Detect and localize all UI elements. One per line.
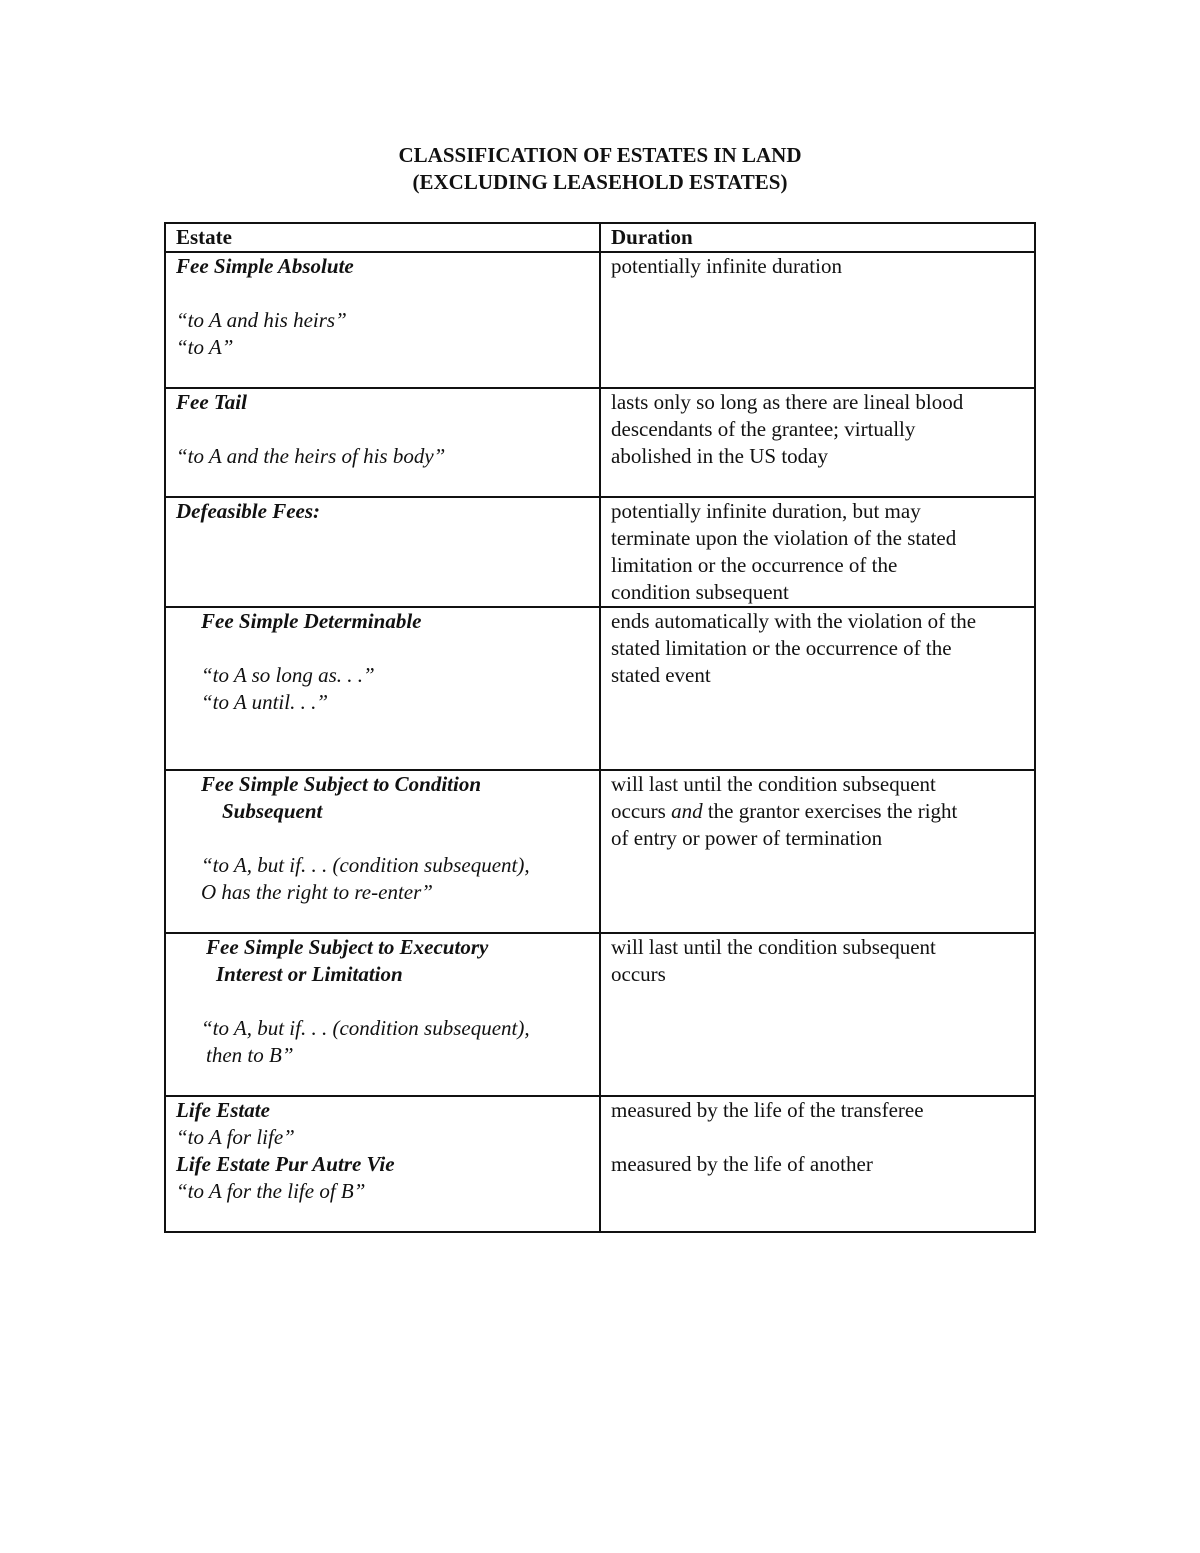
page-title (0, 142, 1200, 196)
duration-cell (600, 388, 1035, 497)
duration-text: abolished in the US today (611, 444, 828, 468)
duration-text: will last until the condition subsequent (611, 772, 936, 796)
duration-text: measured by the life of another (611, 1152, 873, 1176)
estate-name: Fee Simple Determinable (201, 609, 422, 633)
estate-name: Fee Tail (176, 390, 247, 414)
table-row (165, 933, 1035, 1096)
table-row (165, 770, 1035, 933)
estate-phrase: “to A for life” (176, 1125, 295, 1149)
duration-cell (600, 1096, 1035, 1232)
estate-phrase: O has the right to re-enter” (201, 880, 433, 904)
estate-name: Subsequent (222, 799, 323, 823)
estate-name: Interest or Limitation (216, 962, 403, 986)
duration-cell (600, 607, 1035, 770)
header-duration: Duration (600, 223, 1035, 252)
estate-name: Fee Simple Subject to Condition (201, 772, 482, 796)
table-row (165, 1096, 1035, 1232)
duration-text: terminate upon the violation of the stated (611, 526, 957, 550)
estate-phrase: then to B” (206, 1043, 294, 1067)
estate-name: Life Estate Pur Autre Vie (176, 1152, 395, 1176)
estate-phrase: “to A and his heirs” (176, 308, 347, 332)
duration-text: occurs (611, 962, 666, 986)
duration-text-part: occurs (611, 799, 672, 823)
estate-cell (165, 388, 600, 497)
estate-phrase: “to A so long as. . .” (201, 663, 375, 687)
title-line-1: CLASSIFICATION OF ESTATES IN LAND (398, 143, 802, 167)
duration-text: potentially infinite duration (611, 254, 842, 278)
estate-name: Life Estate (176, 1098, 270, 1122)
duration-cell (600, 770, 1035, 933)
duration-text: descendants of the grantee; virtually (611, 417, 916, 441)
title-line-2: (EXCLUDING LEASEHOLD ESTATES) (412, 170, 788, 194)
estate-phrase: “to A” (176, 335, 234, 359)
estate-cell (165, 770, 600, 933)
estates-table (164, 222, 1036, 1233)
table-header-row (165, 223, 1035, 252)
estate-phrase: “to A and the heirs of his body” (176, 444, 446, 468)
estate-name: Fee Simple Subject to Executory (206, 935, 489, 959)
table-row (165, 252, 1035, 388)
table-row (165, 388, 1035, 497)
estate-phrase: “to A, but if. . . (condition subsequent), (201, 853, 530, 877)
estate-cell (165, 607, 600, 770)
duration-text-emphasis: and (671, 799, 703, 823)
duration-text: potentially infinite duration, but may (611, 499, 921, 523)
estate-phrase: “to A until. . .” (201, 690, 329, 714)
header-estate: Estate (165, 223, 600, 252)
table-row (165, 607, 1035, 770)
estate-phrase: “to A for the life of B” (176, 1179, 366, 1203)
duration-text-part: the grantor exercises the right (702, 799, 958, 823)
estate-cell (165, 1096, 600, 1232)
duration-text: condition subsequent (611, 580, 789, 604)
duration-text: measured by the life of the transferee (611, 1098, 924, 1122)
duration-text: limitation or the occurrence of the (611, 553, 898, 577)
duration-text: will last until the condition subsequent (611, 935, 936, 959)
estate-cell (165, 497, 600, 607)
estate-name: Fee Simple Absolute (176, 254, 354, 278)
duration-text: lasts only so long as there are lineal blood (611, 390, 964, 414)
estate-name: Defeasible Fees: (176, 499, 321, 523)
estate-cell (165, 252, 600, 388)
duration-text: ends automatically with the violation of the (611, 609, 977, 633)
estate-phrase: “to A, but if. . . (condition subsequent), (201, 1016, 530, 1040)
duration-cell (600, 933, 1035, 1096)
duration-text (611, 798, 1024, 825)
duration-text: stated event (611, 663, 711, 687)
estate-cell (165, 933, 600, 1096)
table-row (165, 497, 1035, 607)
duration-cell (600, 252, 1035, 388)
duration-text: stated limitation or the occurrence of the (611, 636, 952, 660)
duration-cell (600, 497, 1035, 607)
duration-text: of entry or power of termination (611, 826, 883, 850)
